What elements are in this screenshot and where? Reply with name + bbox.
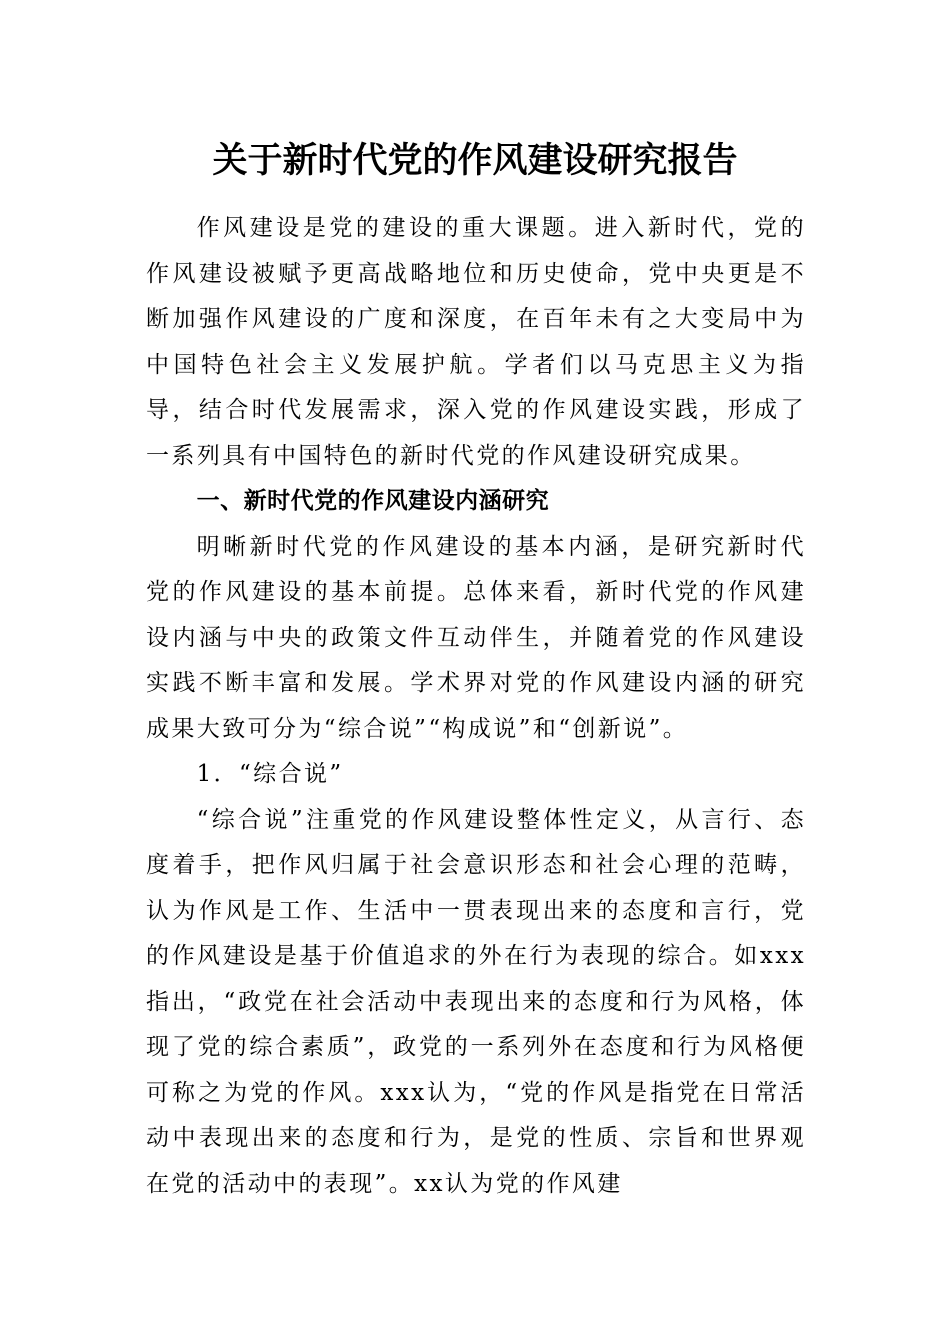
subsection-heading: 1．“综合说” xyxy=(196,761,344,787)
section-heading: 一、新时代党的作风建设内涵研究 xyxy=(196,488,550,514)
section-paragraph: 明晰新时代党的作风建设的基本内涵，是研究新时代党的作风建设的基本前提。总体来看，新时代党的作风建设内涵与中央的政策文件互动伴生，并随着党的作风建设实践不断丰富和发展。学术界对党的作风建设内涵的研究成果大致可分为“综合说”“构成说”和“创新说”。 xyxy=(146,533,806,742)
document-body xyxy=(146,206,806,1207)
intro-paragraph: 作风建设是党的建设的重大课题。进入新时代，党的作风建设被赋予更高战略地位和历史使命，党中央更是不断加强作风建设的广度和深度，在百年未有之大变局中为中国特色社会主义发展护航。学者们以马克思主义为指导，结合时代发展需求，深入党的作风建设实践，形成了一系列具有中国特色的新时代党的作风建设研究成果。 xyxy=(146,215,806,469)
document-title: 关于新时代党的作风建设研究报告 xyxy=(212,140,738,182)
subsection-paragraph: “综合说”注重党的作风建设整体性定义，从言行、态度着手，把作风归属于社会意识形态和社会心理的范畴，认为作风是工作、生活中一贯表现出来的态度和言行，党的作风建设是基于价值追求的外在行为表现的综合。如xxx指出，“政党在社会活动中表现出来的态度和行为风格，体现了党的综合素质”，政党的一系列外在态度和行为风格便可称之为党的作风。xxx认为，“党的作风是指党在日常活动中表现出来的态度和行为，是党的性质、宗旨和世界观在党的活动中的表现”。xx认为党的作风建 xyxy=(146,806,806,1197)
